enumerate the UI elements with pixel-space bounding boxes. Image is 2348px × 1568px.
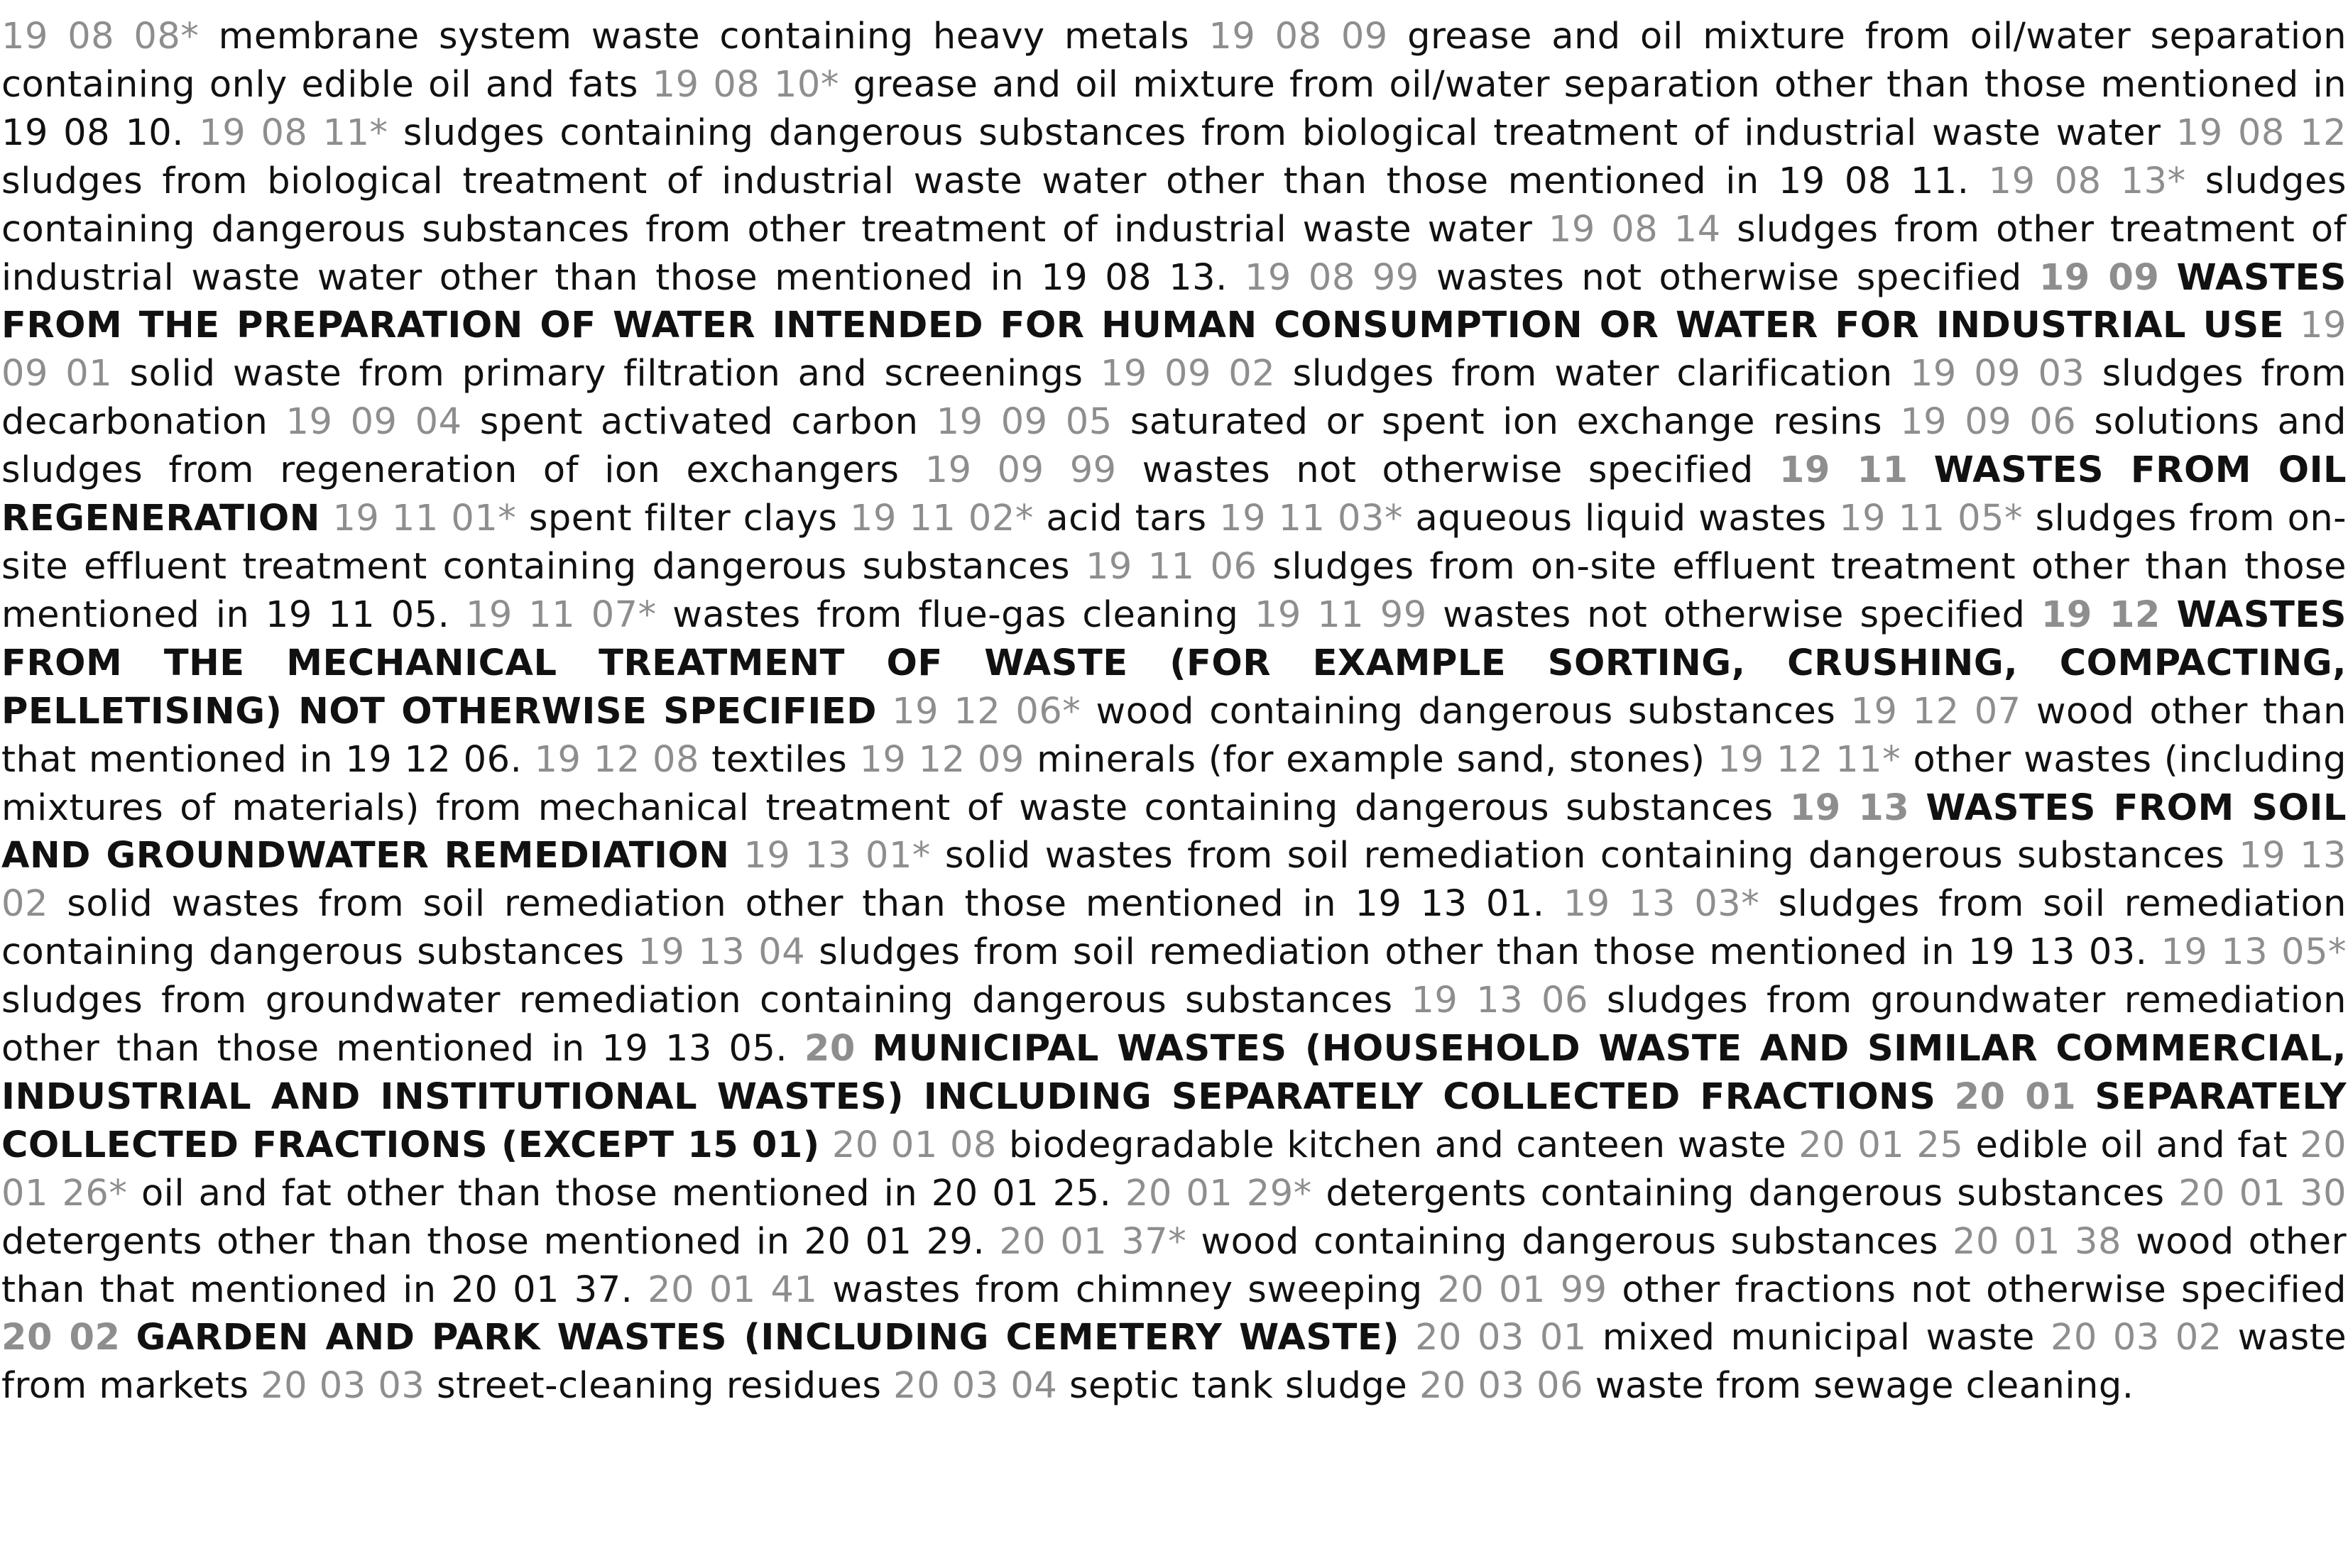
- waste-description: detergents other than those mentioned in 20 01 29.: [1, 1220, 985, 1263]
- waste-code: 20 01 37*: [999, 1220, 1187, 1263]
- waste-description: wastes not otherwise specified: [1436, 256, 2022, 299]
- waste-code: 19 11 02*: [850, 498, 1034, 540]
- waste-code: 20 01 08: [831, 1124, 997, 1166]
- waste-description: sludges from soil remediation containing dangerous substances: [1, 883, 2347, 974]
- waste-code: 19 13 02: [1, 835, 2347, 926]
- waste-code: 19 11 05*: [1839, 498, 2023, 540]
- waste-description: solid wastes from soil remediation containing dangerous substances: [944, 835, 2225, 877]
- waste-code: 19 09 04: [285, 401, 462, 444]
- waste-code: 19 08 09: [1208, 16, 1388, 57]
- waste-code: 19 09 05: [936, 401, 1113, 444]
- waste-description: wood containing dangerous substances: [1201, 1220, 1938, 1263]
- waste-code: 19 09 02: [1100, 353, 1276, 395]
- waste-code: 19 13 06: [1411, 980, 1588, 1022]
- waste-description: other fractions not otherwise specified: [1622, 1268, 2347, 1311]
- waste-code: 19 13 03*: [1563, 883, 1760, 926]
- waste-code: 19 09 99: [924, 449, 1117, 492]
- waste-code: 19 08 10*: [652, 63, 839, 106]
- waste-code: 19 09 03: [1909, 353, 2085, 395]
- waste-description: wastes from flue-gas cleaning: [672, 593, 1239, 636]
- section-heading: GARDEN AND PARK WASTES (INCLUDING CEMETERY WASTE): [136, 1317, 1400, 1359]
- waste-code: 20 01 29*: [1125, 1172, 1312, 1215]
- waste-description: waste from markets: [1, 1317, 2347, 1408]
- waste-code: 19 12 09: [859, 738, 1025, 781]
- waste-description: mixed municipal waste: [1602, 1317, 2035, 1359]
- waste-description: wood other than that mentioned in 20 01 37.: [1, 1220, 2347, 1311]
- waste-code: 19 08 13*: [1988, 160, 2186, 202]
- waste-description: solid wastes from soil remediation other than those mentioned in 19 13 01.: [67, 883, 1545, 926]
- waste-description: sludges from groundwater remediation containing dangerous substances: [1, 980, 1393, 1022]
- waste-description: wastes from chimney sweeping: [832, 1268, 1423, 1311]
- waste-description: septic tank sludge: [1069, 1365, 1408, 1408]
- waste-description: acid tars: [1046, 498, 1207, 540]
- waste-description: oil and fat other than those mentioned in 20 01 25.: [141, 1172, 1112, 1215]
- waste-description: sludges from water clarification: [1292, 353, 1893, 395]
- waste-code: 20 01 30: [2178, 1172, 2347, 1215]
- waste-code: 19 08 08*: [1, 16, 200, 57]
- waste-code: 20 03 03: [261, 1365, 425, 1408]
- waste-description: biodegradable kitchen and canteen waste: [1009, 1124, 1787, 1166]
- waste-description: edible oil and fat: [1975, 1124, 2288, 1166]
- waste-code: 20 03 06: [1419, 1365, 1584, 1408]
- waste-description: other wastes (including mixtures of materials) from mechanical treatment of waste containing dangerous substances: [1, 738, 2347, 829]
- waste-description: wood containing dangerous substances: [1096, 690, 1836, 733]
- waste-code: 19 11 06: [1085, 545, 1257, 588]
- section-code: 19 11: [1779, 449, 1909, 492]
- waste-code: 19 13 05*: [2161, 931, 2347, 974]
- waste-description: wastes not otherwise specified: [1142, 449, 1754, 492]
- waste-description: street-cleaning residues: [437, 1365, 882, 1408]
- waste-description: waste from sewage cleaning.: [1595, 1365, 2134, 1408]
- waste-description: grease and oil mixture from oil/water separation other than those mentioned in 19 08 10.: [1, 63, 2347, 154]
- waste-description: sludges from decarbonation: [1, 353, 2347, 444]
- waste-description: sludges from on-site effluent treatment containing dangerous substances: [1, 498, 2347, 588]
- waste-code: 19 08 11*: [199, 111, 388, 154]
- waste-code: 19 11 01*: [332, 498, 517, 540]
- waste-code: 20 01 41: [648, 1268, 818, 1311]
- section-code: 20: [804, 1028, 856, 1070]
- section-heading: WASTES FROM THE MECHANICAL TREATMENT OF WASTE (FOR EXAMPLE SORTING, CRUSHING, COMPACTING, PELLETISING) NOT OTHERWISE SPECIFIED: [1, 593, 2347, 733]
- waste-code: 19 12 07: [1850, 690, 2021, 733]
- waste-code: 19 12 11*: [1717, 738, 1901, 781]
- waste-code: 20 03 04: [893, 1365, 1058, 1408]
- waste-code: 19 09 06: [1900, 401, 2077, 444]
- waste-code: 19 11 07*: [465, 593, 657, 636]
- waste-description: sludges containing dangerous substances from other treatment of industrial waste water: [1, 160, 2347, 251]
- waste-description: solutions and sludges from regeneration of ion exchangers: [1, 401, 2347, 492]
- waste-description: spent activated carbon: [479, 401, 919, 444]
- section-heading: MUNICIPAL WASTES (HOUSEHOLD WASTE AND SIMILAR COMMERCIAL, INDUSTRIAL AND INSTITUTIONAL WASTES) INCLUDING SEPARATELY COLLECTED FRACTIONS: [1, 1028, 2347, 1118]
- section-code: 19 09: [2038, 256, 2160, 299]
- waste-description: grease and oil mixture from oil/water separation containing only edible oil and fats: [1, 16, 2347, 106]
- waste-code: 19 08 99: [1244, 256, 1419, 299]
- waste-description: sludges from other treatment of industrial waste water other than those mentioned in 19 08 13.: [1, 208, 2347, 299]
- waste-code: 19 13 01*: [743, 835, 931, 877]
- section-heading: WASTES FROM OIL REGENERATION: [1, 449, 2347, 540]
- waste-description: sludges containing dangerous substances from biological treatment of industrial waste water: [403, 111, 2161, 154]
- section-code: 20 02: [1, 1317, 121, 1359]
- waste-description: membrane system waste containing heavy metals: [218, 16, 1190, 57]
- waste-description: sludges from biological treatment of industrial waste water other than those mentioned in 19 08 11.: [1, 160, 1970, 202]
- section-code: 20 01: [1954, 1075, 2077, 1118]
- waste-code: 19 08 14: [1548, 208, 1721, 251]
- waste-code: 19 12 08: [534, 738, 699, 781]
- waste-description: saturated or spent ion exchange resins: [1130, 401, 1883, 444]
- waste-code: 20 01 99: [1437, 1268, 1607, 1311]
- waste-code: 19 09 01: [1, 305, 2347, 395]
- waste-code: 19 13 04: [638, 931, 806, 974]
- waste-code: 19 11 99: [1254, 593, 1427, 636]
- section-heading: SEPARATELY COLLECTED FRACTIONS (EXCEPT 15 01): [1, 1075, 2347, 1166]
- waste-description: sludges from groundwater remediation other than those mentioned in 19 13 05.: [1, 980, 2347, 1070]
- section-code: 19 12: [2041, 593, 2161, 636]
- waste-description: solid waste from primary filtration and screenings: [129, 353, 1083, 395]
- section-heading: WASTES FROM THE PREPARATION OF WATER INTENDED FOR HUMAN CONSUMPTION OR WATER FOR INDUSTRIAL USE: [1, 256, 2347, 347]
- section-code: 19 13: [1789, 786, 1910, 829]
- waste-code: 20 01 38: [1953, 1220, 2122, 1263]
- waste-code: 19 12 06*: [892, 690, 1081, 733]
- waste-code: 20 03 01: [1415, 1317, 1587, 1359]
- waste-description: minerals (for example sand, stones): [1037, 738, 1705, 781]
- waste-description: wood other than that mentioned in 19 12 06.: [1, 690, 2347, 781]
- waste-code: 19 11 03*: [1219, 498, 1403, 540]
- waste-code: 19 08 12: [2175, 111, 2347, 154]
- waste-description: sludges from soil remediation other than those mentioned in 19 13 03.: [819, 931, 2148, 974]
- section-heading: WASTES FROM SOIL AND GROUNDWATER REMEDIATION: [1, 786, 2347, 877]
- waste-description: aqueous liquid wastes: [1415, 498, 1827, 540]
- waste-code: 20 03 02: [2050, 1317, 2222, 1359]
- waste-description: textiles: [711, 738, 848, 781]
- waste-code: 20 01 25: [1798, 1124, 1964, 1166]
- waste-description: detergents containing dangerous substances: [1326, 1172, 2165, 1215]
- waste-description: sludges from on-site effluent treatment other than those mentioned in 19 11 05.: [1, 545, 2347, 636]
- waste-description: spent filter clays: [528, 498, 838, 540]
- waste-description: wastes not otherwise specified: [1443, 593, 2026, 636]
- waste-code: 20 01 26*: [1, 1124, 2347, 1215]
